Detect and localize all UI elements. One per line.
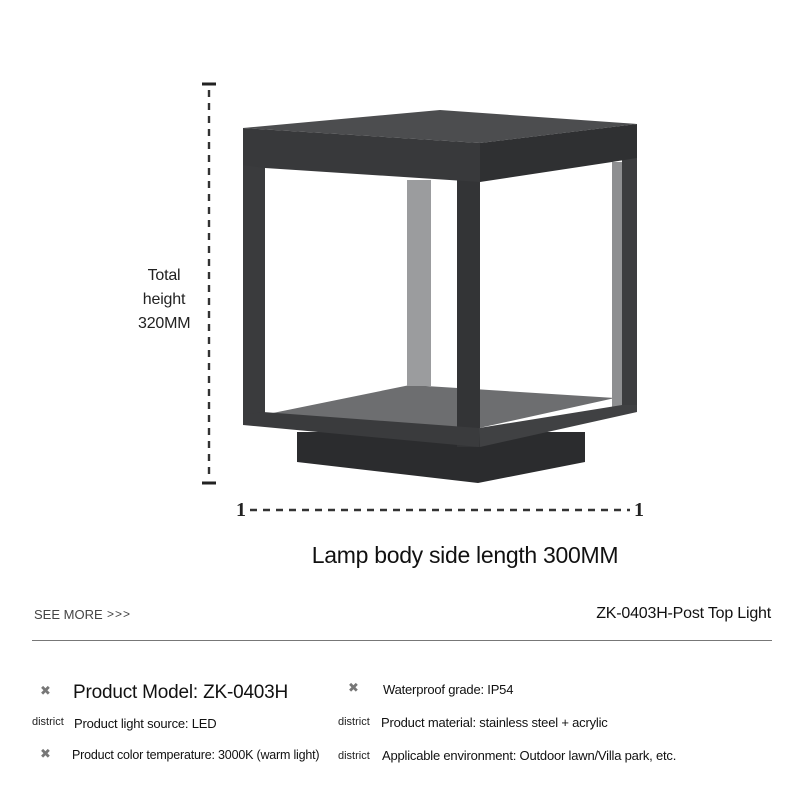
divider <box>32 640 772 641</box>
district-tag: district <box>338 716 370 728</box>
svg-text:1: 1 <box>236 499 246 521</box>
height-dimension-line <box>202 84 216 483</box>
lamp-front-left-post <box>243 130 265 425</box>
height-label-line-2: height <box>142 291 186 308</box>
height-label-line-1: Total <box>147 267 181 284</box>
width-label: Lamp body side length 300MM <box>311 542 619 568</box>
spec-material: Product material: stainless steel + acrylic <box>381 715 608 730</box>
missing-glyph-icon: ✖ <box>40 683 51 698</box>
height-label-line-3: 320MM <box>138 315 191 332</box>
spec-light-source: Product light source: LED <box>74 716 217 731</box>
lamp-back-post <box>407 180 431 386</box>
lamp-right-inner-post <box>612 162 622 407</box>
missing-glyph-icon: ✖ <box>348 680 359 695</box>
missing-glyph-icon: ✖ <box>40 746 51 761</box>
district-tag: district <box>338 750 370 762</box>
width-dimension-line <box>236 499 644 521</box>
svg-text:1: 1 <box>634 499 644 521</box>
spec-waterproof: Waterproof grade: IP54 <box>383 682 514 697</box>
district-tag: district <box>32 716 64 728</box>
see-more-arrows[interactable]: >>> <box>107 607 132 621</box>
see-more-link[interactable]: SEE MORE <box>34 607 103 622</box>
spec-model: Product Model: ZK-0403H <box>73 682 289 703</box>
product-title: ZK-0403H-Post Top Light <box>596 605 771 622</box>
spec-environment: Applicable environment: Outdoor lawn/Villa park, etc. <box>382 748 677 763</box>
spec-color-temperature: Product color temperature: 3000K (warm light) <box>72 748 320 762</box>
height-label <box>138 264 190 336</box>
lamp-front-center-post <box>457 178 480 447</box>
lamp-right-post <box>622 150 637 415</box>
